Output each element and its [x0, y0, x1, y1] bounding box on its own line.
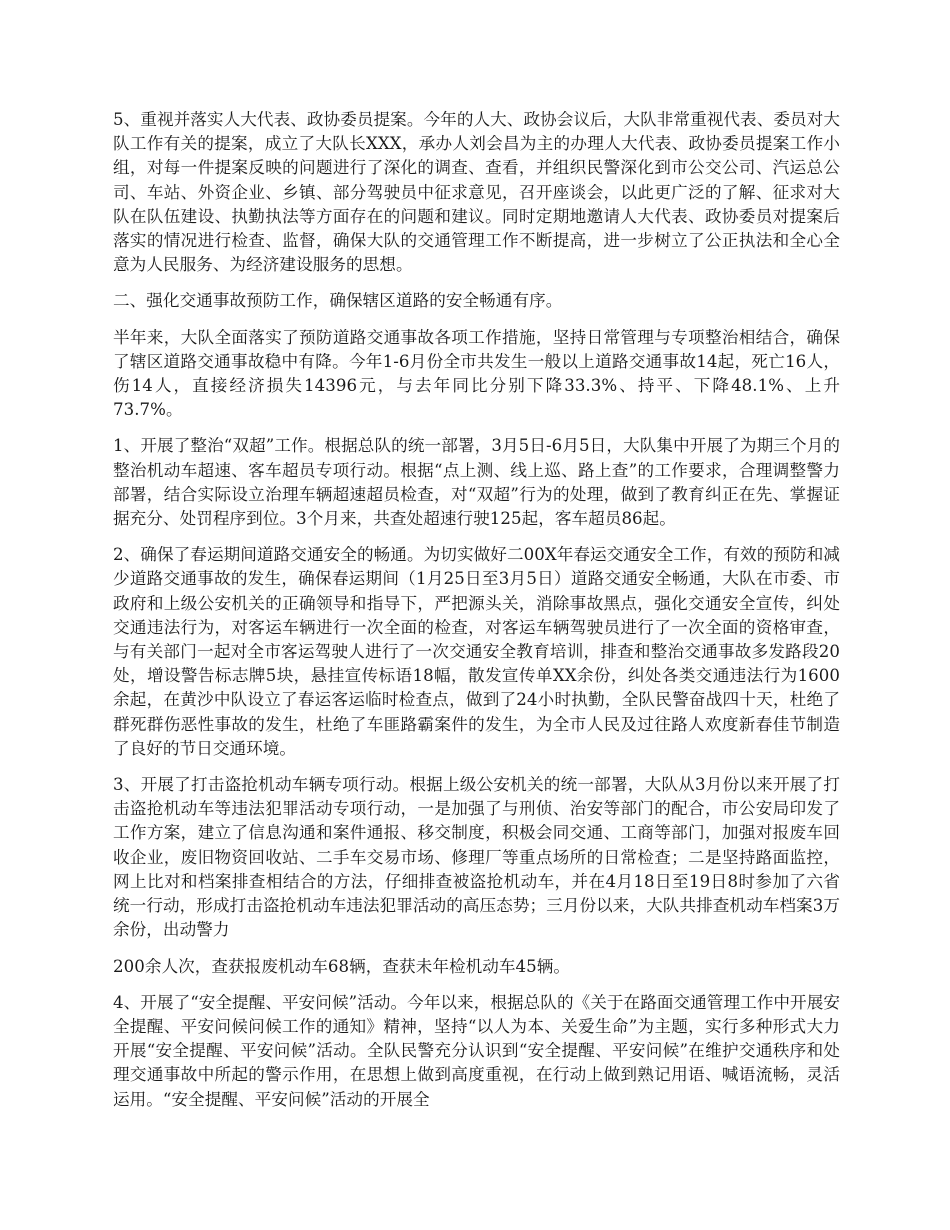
- paragraph-half-year-summary: 半年来，大队全面落实了预防道路交通事故各项工作措施，坚持日常管理与专项整治相结合，确保了辖区道路交通事故稳中有降。今年1-6月份全市共发生一般以上道路交通事故14起，死亡16人，伤14人，直接经济损失14396元，与去年同比分别下降33.3%、持平、下降48.1%、上升73.7%。: [113, 327, 840, 420]
- paragraph-anti-theft-results: 200余人次，查获报废机动车68辆，查获未年检机动车45辆。: [113, 956, 571, 976]
- document-body: [113, 108, 840, 1124]
- paragraph-proposals: 5、重视并落实人大代表、政协委员提案。今年的人大、政协会议后，大队非常重视代表、委员对大队工作有关的提案，成立了大队长XXX，承办人刘会昌为主的办理人大代表、政协委员提案工作小组，对每一件提案反映的问题进行了深化的调查、查看，并组织民警深化到市公交公司、汽运总公司、车站、外资企业、乡镇、部分驾驶员中征求意见，召开座谈会，以此更广泛的了解、征求对大队在队伍建设、执勤执法等方面存在的问题和建议。同时定期地邀请人大代表、政协委员对提案后落实的情况进行检查、监督，确保大队的交通管理工作不断提高，进一步树立了公正执法和全心全意为人民服务、为经济建设服务的思想。: [113, 110, 840, 275]
- paragraph-double-over-campaign: 1、开展了整治“双超”工作。根据总队的统一部署，3月5日-6月5日，大队集中开展了为期三个月的整治机动车超速、客车超员专项行动。根据“点上测、线上巡、路上查”的工作要求，合理调整警力部署，结合实际设立治理车辆超速超员检查，对“双超”行为的处理，做到了教育纠正在先、掌握证据充分、处罚程序到位。3个月来，共查处超速行驶125起，客车超员86起。: [113, 436, 840, 529]
- paragraph-anti-theft-operation: 3、开展了打击盗抢机动车辆专项行动。根据上级公安机关的统一部署，大队从3月份以来开展了打击盗抢机动车等违法犯罪活动专项行动，一是加强了与刑侦、治安等部门的配合，市公安局印发了工作方案，建立了信息沟通和案件通报、移交制度，积极会同交通、工商等部门，加强对报废车回收企业，废旧物资回收站、二手车交易市场、修理厂等重点场所的日常检查；二是坚持路面监控，网上比对和档案排查相结合的方法，仔细排查被盗抢机动车，并在4月18日至19日8时参加了六省统一行动，形成打击盗抢机动车违法犯罪活动的高压态势；三月份以来，大队共排查机动车档案3万余份，出动警力: [113, 775, 840, 940]
- paragraph-spring-festival-traffic: 2、确保了春运期间道路交通安全的畅通。为切实做好二00X年春运交通安全工作，有效的预防和减少道路交通事故的发生，确保春运期间（1月25日至3月5日）道路交通安全畅通，大队在市委、市政府和上级公安机关的正确领导和指导下，严把源头关，消除事故黑点，强化交通安全宣传，纠处交通违法行为，对客运车辆进行一次全面的检查，对客运车辆驾驶员进行了一次全面的资格审查，与有关部门一起对全市客运驾驶人进行了一次交通安全教育培训，排查和整治交通事故多发路段20处，增设警告标志牌5块，悬挂宣传标语18幅，散发宣传单XX余份，纠处各类交通违法行为1600余起，在黄沙中队设立了春运客运临时检查点，做到了24小时执勤，全队民警奋战四十天，杜绝了群死群伤恶性事故的发生，杜绝了车匪路霸案件的发生，为全市人民及过往路人欢度新春佳节制造了良好的节日交通环境。: [113, 545, 840, 758]
- paragraph-safety-reminder-campaign: 4、开展了“安全提醒、平安问候”活动。今年以来，根据总队的《关于在路面交通管理工作中开展安全提醒、平安问候问候工作的通知》精神，坚持“以人为本、关爱生命”为主题，实行多种形式大力开展“安全提醒、平安问候”活动。全队民警充分认识到“安全提醒、平安问候”在维护交通秩序和处理交通事故中所起的警示作用，在思想上做到高度重视，在行动上做到熟记用语、喊语流畅，灵活运用。“安全提醒、平安问候”活动的开展全: [113, 992, 840, 1109]
- section-heading-accident-prevention: 二、强化交通事故预防工作，确保辖区道路的安全畅通有序。: [113, 291, 563, 311]
